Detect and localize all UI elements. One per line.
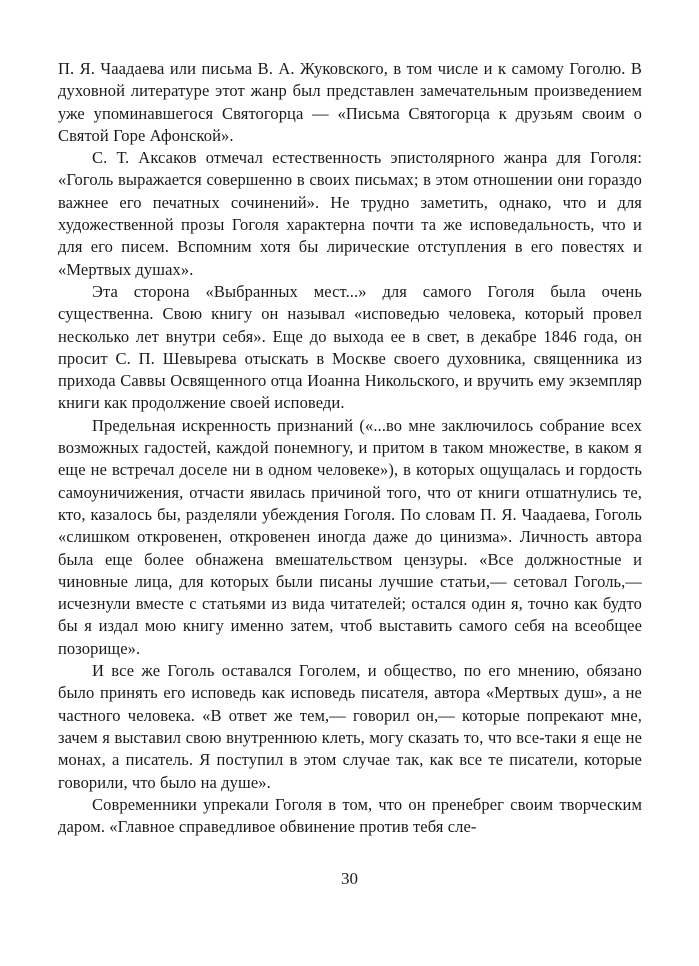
page-body	[58, 58, 642, 838]
paragraph-6: Современники упрекали Гоголя в том, что он пренебрег своим творческим даром. «Главное справедливое обвинение против тебя сле-	[58, 794, 642, 837]
paragraph-2: С. Т. Аксаков отмечал естественность эпистолярного жанра для Гоголя: «Гоголь выражается совершенно в своих письмах; в этом отношении они гораздо важнее его печатных сочинений». Не трудно заметить, однако, что и для художественной прозы Гоголя характерна почти та же исповедальность, что и для его писем. Вспомним хотя бы лирические отступления в его повестях и «Мертвых душах».	[58, 148, 642, 279]
paragraph-3: Эта сторона «Выбранных мест...» для самого Гоголя была очень существенна. Свою книгу он называл «исповедью человека, который провел несколько лет внутри себя». Еще до выхода ее в свет, в декабре 1846 года, он просит С. П. Шевырева отыскать в Москве своего духовника, священника из прихода Саввы Освященного отца Иоанна Никольского, и вручить ему экземпляр книги как продолжение своей исповеди.	[58, 281, 642, 413]
paragraph-1: П. Я. Чаадаева или письма В. А. Жуковского, в том числе и к самому Гоголю. В духовной литературе этот жанр был представлен замечательным произведением уже упоминавшегося Святогорца — «Письма Святогорца к друзьям своим о Святой Горе Афонской».	[58, 59, 642, 145]
page-number: 30	[341, 869, 358, 888]
paragraph-4: Предельная искренность признаний («...во мне заключилось собрание всех возможных гадостей, каждой понемногу, и притом в таком множестве, в каком я еще не встречал доселе ни в одном человеке»), в которых ощущалась и гордость самоуничижения, отчасти явилась причиной того, что от книги отшатнулись те, кто, казалось бы, разделяли убеждения Гоголя. По словам П. Я. Чаадаева, Гоголь «слишком откровенен, откровенен иногда даже до цинизма». Личность автора была еще более обнажена вмешательством цензуры. «Все должностные и чиновные лица, для которых были писаны лучшие статьи,— сетовал Гоголь,— исчезнули вместе с статьями из вида читателей; остался один я, точно как будто бы я издал мою книгу именно затем, чтоб выставить самого себя на всеобщее позорище».	[58, 415, 642, 658]
paragraph-5: И все же Гоголь оставался Гоголем, и общество, по его мнению, обязано было принять его исповедь как исповедь писателя, автора «Мертвых душ», а не частного человека. «В ответ же тем,— говорил он,— которые попрекают мне, зачем я выставил свою внутреннюю клеть, могу сказать то, что все-таки я еще не монах, а писатель. Я поступил в этом случае так, как все те писатели, которые говорили, что было на душе».	[58, 661, 642, 792]
